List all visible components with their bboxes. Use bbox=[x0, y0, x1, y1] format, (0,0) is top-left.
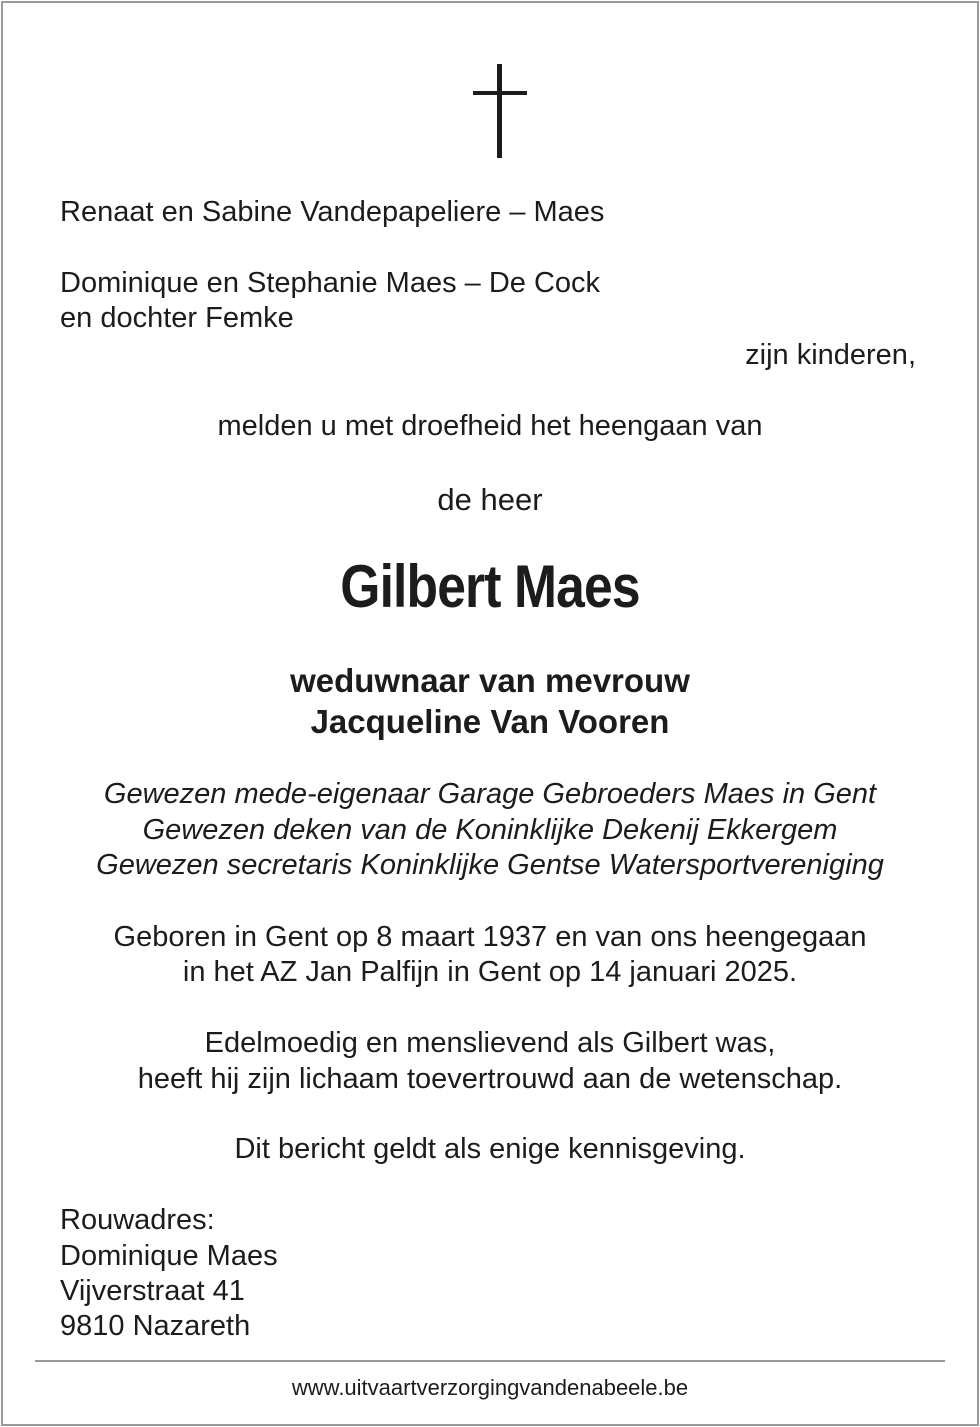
address-city: 9810 Nazareth bbox=[60, 1310, 251, 1342]
role-line-3: Gewezen secretaris Koninklijke Gentse Watersportvereniging bbox=[96, 849, 884, 881]
notice-text: Dit bericht geldt als enige kennisgeving. bbox=[234, 1133, 746, 1165]
footer-url[interactable]: www.uitvaartverzorgingvandenabeele.be bbox=[291, 1375, 689, 1400]
spouse-name: Jacqueline Van Vooren bbox=[310, 703, 670, 740]
intro-text: melden u met droefheid het heengaan van bbox=[217, 410, 763, 442]
donation-line-1: Edelmoedig en menslievend als Gilbert was, bbox=[204, 1027, 776, 1059]
role-line-2: Gewezen deken van de Koninklijke Dekenij Ekkergem bbox=[142, 814, 838, 846]
birth-death-line-2: in het AZ Jan Palfijn in Gent op 14 januari 2025. bbox=[182, 956, 798, 988]
announcer-line-1: Renaat en Sabine Vandepapeliere – Maes bbox=[60, 196, 605, 228]
address-street: Vijverstraat 41 bbox=[60, 1275, 245, 1307]
deceased-name: Gilbert Maes bbox=[340, 553, 640, 620]
honorific: de heer bbox=[437, 482, 543, 517]
cross-icon bbox=[473, 64, 527, 158]
birth-death-line-1: Geboren in Gent op 8 maart 1937 en van ons heengegaan bbox=[113, 921, 867, 953]
donation-line-2: heeft hij zijn lichaam toevertrouwd aan de wetenschap. bbox=[137, 1063, 843, 1095]
announcer-line-2: Dominique en Stephanie Maes – De Cock bbox=[60, 267, 601, 299]
address-label: Rouwadres: bbox=[60, 1204, 215, 1236]
relation-text: zijn kinderen, bbox=[745, 339, 916, 371]
role-line-1: Gewezen mede-eigenaar Garage Gebroeders Maes in Gent bbox=[103, 778, 877, 810]
footer-divider bbox=[35, 1360, 945, 1362]
widower-line: weduwnaar van mevrouw bbox=[290, 662, 690, 699]
announcer-line-3: en dochter Femke bbox=[60, 302, 294, 334]
address-name: Dominique Maes bbox=[60, 1240, 278, 1272]
